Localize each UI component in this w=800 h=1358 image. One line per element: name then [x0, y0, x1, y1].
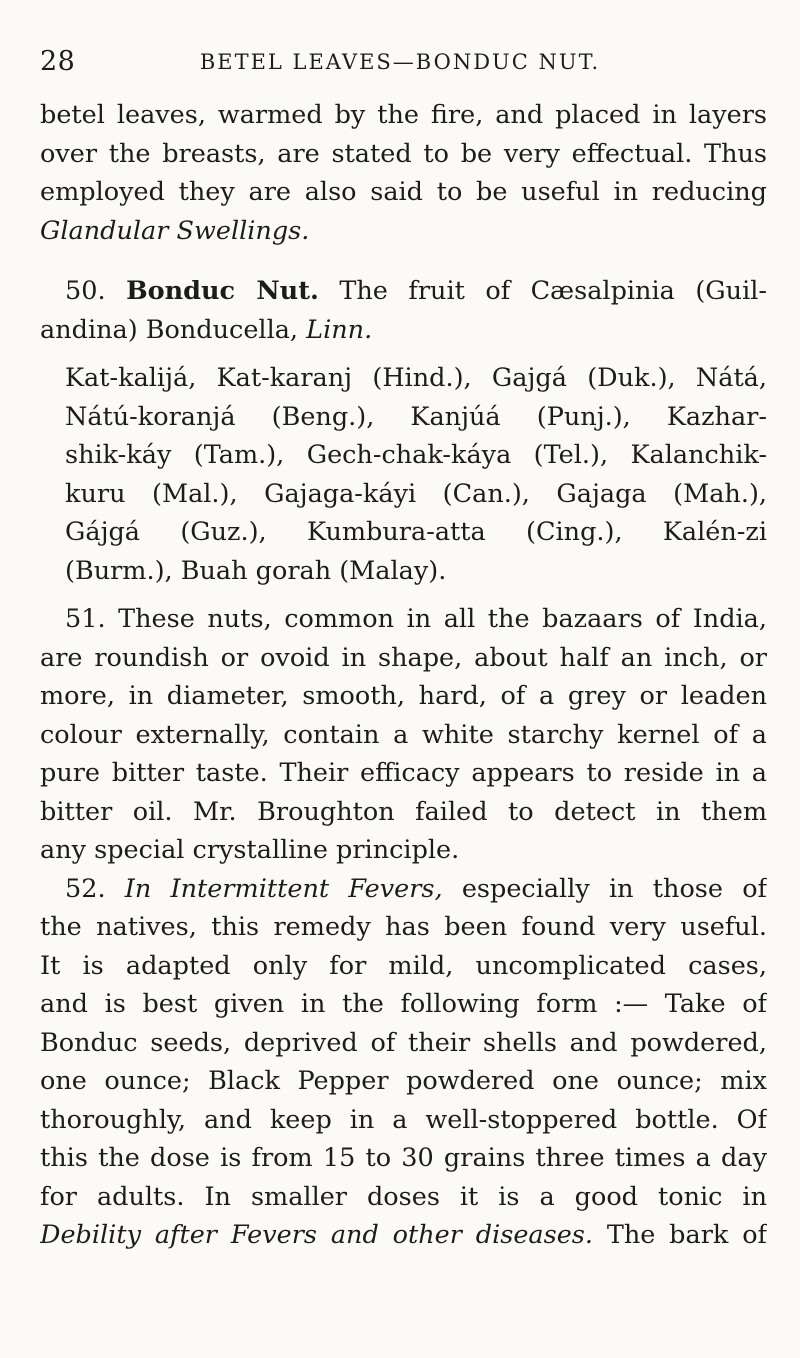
section-52 — [40, 870, 767, 1255]
text-line: shik-káy (Tam.), Gech-chak-káya (Tel.), Kalanchik- — [65, 440, 767, 470]
text-line: 52. In Intermittent Fevers, especially in those of — [65, 873, 767, 904]
text-line: any special crystalline principle. — [40, 835, 460, 865]
text-line: the natives, this remedy has been found very useful. — [40, 912, 767, 942]
text-line: Gájgá (Guz.), Kumbura-atta (Cing.), Kalén-zi — [65, 517, 767, 547]
text-line: 51. These nuts, common in all the bazaars of India, — [65, 604, 767, 634]
text-line: one ounce; Black Pepper powdered one ounce; mix — [40, 1066, 767, 1096]
text-line: betel leaves, warmed by the fire, and placed in layers — [40, 100, 767, 130]
text-line: colour externally, contain a white starchy kernel of a — [40, 719, 767, 750]
text-line: more, in diameter, smooth, hard, of a grey or leaden — [40, 681, 767, 711]
text-line: thoroughly, and keep in a well-stoppered bottle. Of — [40, 1104, 767, 1135]
italic-term: Debility after Fevers and other diseases. — [40, 1220, 593, 1250]
text-line: bitter oil. Mr. Broughton failed to detect in them — [40, 796, 767, 827]
text-line: Kat-kalijá, Kat-karanj (Hind.), Gajgá (Duk.), Nátá, — [65, 363, 767, 393]
text-line: pure bitter taste. Their efficacy appears to reside in a — [40, 758, 767, 788]
text-line: (Burm.), Buah gorah (Malay). — [65, 555, 447, 586]
text-line — [40, 212, 767, 251]
section-heading: Bonduc Nut. — [126, 276, 319, 306]
section-50 — [40, 272, 767, 349]
running-title: BETEL LEAVES—BONDUC NUT. — [199, 50, 601, 74]
paragraph-betel — [40, 96, 767, 250]
text-line: this the dose is from 15 to 30 grains three times a day — [40, 1143, 767, 1173]
text-line: Debility after Fevers and other diseases. The bark of — [40, 1220, 767, 1250]
text-line: and is best given in the following form :— Take of — [40, 989, 767, 1019]
italic-term: In Intermittent Fevers, — [124, 873, 443, 904]
section-number: 50. — [65, 276, 106, 306]
authority: Linn. — [306, 314, 373, 345]
text-line: It is adapted only for mild, uncomplicated cases, — [40, 950, 767, 981]
text-line: andina) Bonducella, Linn. — [40, 314, 373, 345]
vernacular-names — [40, 359, 767, 590]
text-line: over the breasts, are stated to be very effectual. Thus — [40, 138, 767, 169]
text-line: Bonduc seeds, deprived of their shells and powdered, — [40, 1027, 767, 1058]
text-line: kuru (Mal.), Gajaga-káyi (Can.), Gajaga (Mah.), — [65, 478, 767, 509]
text-line: for adults. In smaller doses it is a good tonic in — [40, 1181, 767, 1212]
page-header — [0, 46, 800, 86]
section-51 — [40, 600, 767, 870]
page-number: 28 — [40, 46, 76, 77]
italic-term: Glandular Swellings. — [40, 215, 310, 246]
body-text — [40, 96, 767, 1255]
text-line: Nátú-koranjá (Beng.), Kanjúá (Punj.), Kazhar- — [65, 401, 767, 432]
text-line: employed they are also said to be useful in reducing — [40, 177, 767, 207]
text-line: are roundish or ovoid in shape, about half an inch, or — [40, 642, 767, 673]
text-line: 50. Bonduc Nut. The fruit of Cæsalpinia (Guil- — [65, 276, 767, 306]
